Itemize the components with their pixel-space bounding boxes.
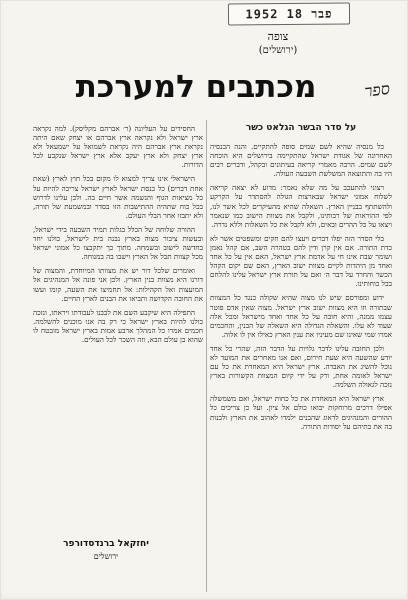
paragraph: כל מנסיה שהיא לשם שמים סופה להתקיים. והנה הכנסיה האחרונה של אגודת ישראל שהתקיימה בירושלים היא הוכחה לשם שמים. הרבה מאמרי קריאה בעיתונים ובקהל, ודברים רבים היו בה והתוצאה המשלשת השבעה העולה. <box>210 142 392 179</box>
left-text-column <box>33 124 203 526</box>
paragraph: ואומרים שלכל דור יש את מצוותו המיוחדת, והמצוה של דורנו היא מצוות בנין הארץ. ולכן אני פונה אל המנהיגים אל המועצות ואל הקהילות: אל תחמיצו את השעה, קומו ועשו את החובה הקדושה ותביאו את הבנים לארץ החיים. <box>33 266 203 303</box>
column-divider <box>206 120 207 592</box>
author-name: יחזקאל ברנדסדורפר <box>63 539 149 549</box>
article-subheadline: על סדר הבשר הגלאט כשר <box>245 123 357 133</box>
paragraph: ולכן החובה עלינו לדבר גלויות על הדבר הזה, שהרי כל אחד יודע שהשעה היא שעת חירום, ואם אנו מאחרים את המועד לא נוכל להשיג את האבדה. ארץ ישראל היא המאחדת את כל עם ישראל לאומה אחת, ורק על ידי קיום המצוות הקשורות בארץ נזכה לגאולה השלמה. <box>210 343 392 390</box>
paragraph: ההורה שלוחה של הכלל בגלות תמיד השבעה בידי ישראל, ובעשות ציבור מצוה בארץ נבנה בית לישראל, כולנו יחד בחדשה לישוב ובשמחה. מתוך כך יתקבצו כל אמוני ישראל מכל קצוות תבל אל הארץ וישבו בה במנוחה. <box>33 224 203 262</box>
author-signature <box>43 538 169 563</box>
paragraph: בלי הסדר הזה יפלו דברים ויעצו להם חקים ומשפטים אשר לא כדת התורה. אם אין קרן ודין להם בטהרה השב, אם קהל נאמן ושומר שבת אינו חי על אדמת ארץ ישראל, האם אין על כל אחד ואחד מן היהדות לקיים מצוות ישוב הארץ, האם שם יקום הקהל הכשר והחרד על דבר ה׳ ואם על תורת ארץ ישראל עלינו להלחם בכל כוחותינו. <box>210 233 392 289</box>
paragraph: ידוע ומפורסם שיש לנו מצוה שהיא שקולה כנגד כל המצוות שבתורה וזו היא מצוות ישוב ארץ ישראל. מצוה שאין אדם פוטר עצמו ממנה, והיא חובה על כל אחד ואחד מישראל ומכל אלה שעוד לא עלו. והשאלה הגדולה היא השאלה של הבנין, והחכמים אמרו שמי שאינו שם מעיניו את ענין הארץ כאילו אין לו אלוה. <box>210 293 392 339</box>
paragraph: הישראלי אינו צריך למצוא לו מקום בכל חוץ לארץ (שאת אחת דברים) כל כנסת ישראל לארץ ישראל צריכה להיות על כל מציאות הגוף והנשמה אשר חיים בה. ולכן עלינו לדרוש בכל כוח שתהיה ההתישבות הזו בסדר ובמשמעת של תורה, ולא יתבזו אחר הבלי העולם. <box>33 174 203 220</box>
paragraph: החסידים על העליונה (ר׳ אברהם מקליסק). למה נקראה ארץ ישראל ולא נקראה ארץ אברהם או יצחק שאם היתה נקראת ארץ אברהם היה נקראת לשמואל על ישמעאל ולא ארץ יצחק ולא ארץ יעקב אלא ארץ ישראל שנקבע לכל הדורות. <box>33 124 203 170</box>
right-text-column <box>210 122 392 592</box>
article-headline: מכתבים למערכת <box>75 69 317 105</box>
handwritten-note: ספר <box>363 78 391 101</box>
paragraph: ארץ ישראל היא המאחדת את כל כחות ישראל, ואם משמשלה אפילו דרכים מרוחקות יבואו כולם אל ציון. ועל כן צריכים כל ההורים והמנהיגים לדאוג שהבנים ילמדו לאהוב את הארץ ולבנות בה את בתיהם על יסודות התורה. <box>210 394 392 431</box>
paragraph: רצוני להתעכב על מה שלא נאמר: מדוע לא יצאה קריאה לשלוח אמוני ישראל שבארצות הגולה להסתדר על הקרקע ולהשתתף בבניין הארץ. השאלה שהיא מהעיקרים לכל אשר לנו, לפי ההוראות של רבותינו, ולקבל את מצוות הישוב כמו שנאמר ויצאו על כל ההרים ובאים, ולא לקבל את כל השאלות וללא נדרה. <box>210 183 392 229</box>
date-stamp: 1952 פבר 18 <box>228 2 350 25</box>
author-city: ירושלים <box>93 552 119 561</box>
paragraph: התפילה היא שיקבע השם את לבבנו לעבודתו ויראתו, ונזכה כולנו להיות בארץ ישראל כי רק בה אנו מוכנים להשלמה. חכמים אמרו כל המהלך ארבע אמות בארץ ישראל מובטח לו שהוא בן עולם הבא, וזה השכר לכל העולים. <box>33 307 203 344</box>
newspaper-city: (ירושלים) <box>258 45 298 56</box>
newspaper-name: צופה <box>267 30 289 43</box>
